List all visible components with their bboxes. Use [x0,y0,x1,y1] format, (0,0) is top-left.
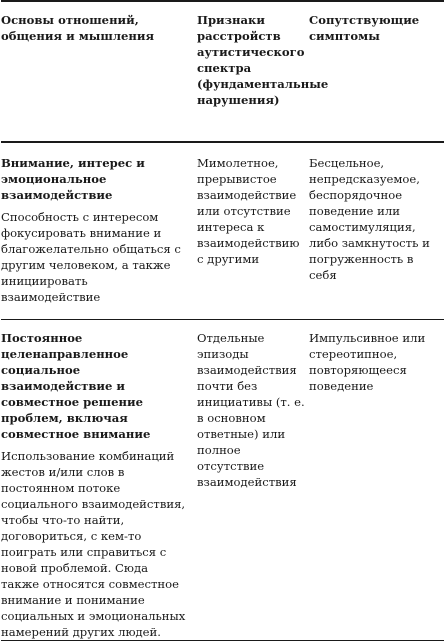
row2-asd-signs-cell: Отдельные эпизоды взаимодействия почти без инициативы (т. е. в основном ответные) или полное отсутствие взаимодействия [197,320,309,641]
table-row [1,142,444,320]
table-row [1,320,444,641]
symptoms-table [1,0,444,641]
row2-foundation-text: Использование комбинаций жестов и/или слов в постоянном потоке социального взаимодействия, чтобы что-то найти, договориться, с кем-то поиграть или справиться с новой проблемой. Сюда также относятся совместное внимание и понимание социальных и эмоциональных намерений других людей. [1,449,186,639]
row1-foundation-cell [1,142,197,320]
header-accompanying-symptoms: Сопутствующие симптомы [309,1,444,142]
row1-symptoms-cell: Бесцельное, непредсказуемое, беспорядочное поведение или самостимуляция, либо замкнутость и погруженность в себя [309,142,444,320]
row1-foundation-text: Способность с интересом фокусировать внимание и благожелательно общаться с другим человеком, а также инициировать взаимодействие [1,210,181,304]
header-asd-signs: Признаки расстройств аутистического спектра (фундаментальные нарушения) [197,1,309,142]
row1-foundation-title: Внимание, интерес и эмоциональное взаимодействие [1,156,145,202]
row2-foundation-cell [1,320,197,641]
row1-asd-signs-cell: Мимолетное, прерывистое взаимодействие или отсутствие интереса к взаимодействию с другими [197,142,309,320]
row2-symptoms-cell: Импульсивное или стереотипное, повторяющееся поведение [309,320,444,641]
header-foundations: Основы отношений, общения и мышления [1,1,197,142]
table-header-row [1,1,444,142]
row2-foundation-title: Постоянное целенаправленное социальное взаимодействие и совместное решение проблем, включая совместное внимание [1,331,151,441]
